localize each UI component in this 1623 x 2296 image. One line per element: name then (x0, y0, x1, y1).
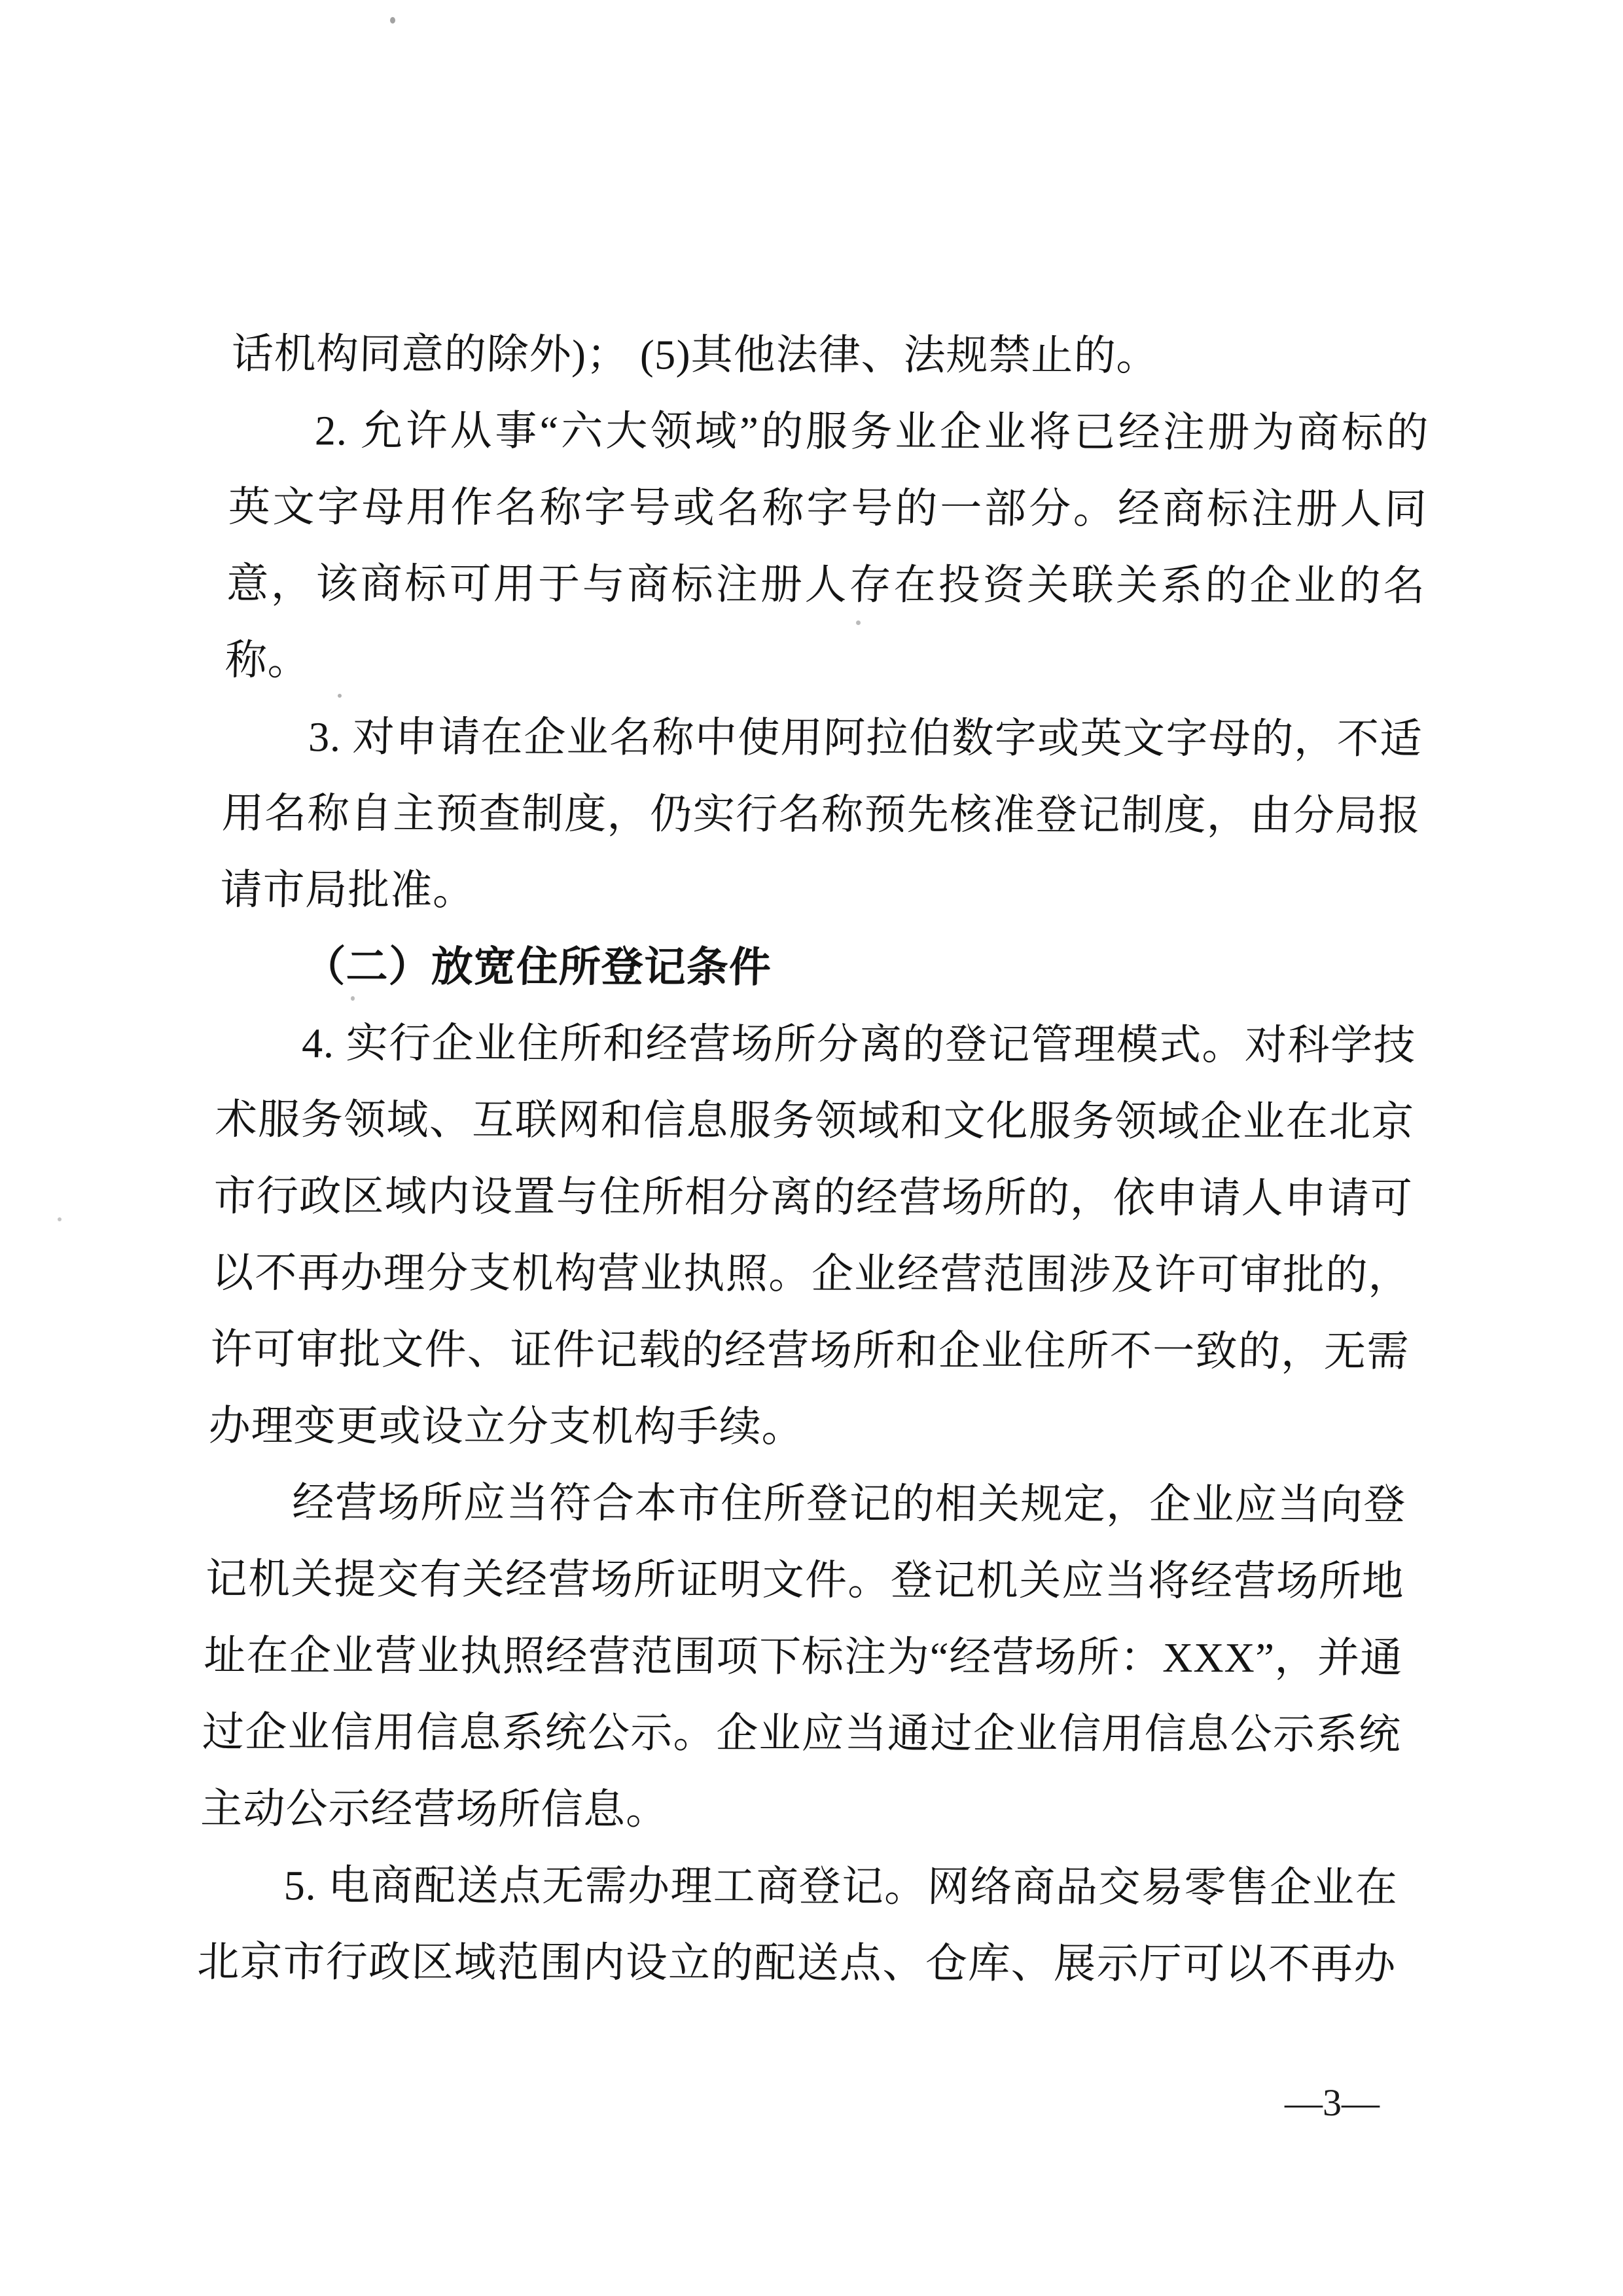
text-line: 市行政区域内设置与住所相分离的经营场所的，依申请人申请可 (213, 1172, 1414, 1222)
scan-speck (351, 996, 355, 1001)
scan-speck (955, 1491, 959, 1494)
scan-speck (58, 1217, 62, 1221)
page-number: —3— (1285, 2081, 1380, 2124)
text-line: 用名称自主预查制度，仍实行名称预先核准登记制度，由分局报 (221, 789, 1421, 839)
text-line: 经营场所应当符合本市住所登记的相关规定，企业应当向登 (291, 1479, 1407, 1528)
text-line: 3. 对申请在企业名称中使用阿拉伯数字或英文字母的，不适 (308, 713, 1423, 762)
text-line: 请市局批准。 (219, 866, 476, 914)
text-line: 记机关提交有关经营场所证明文件。登记机关应当将经营场所地 (205, 1555, 1405, 1605)
scan-speck (856, 620, 861, 625)
text-line: 主动公示经营场所信息。 (200, 1785, 669, 1833)
text-line: 2. 允许从事“六大领域”的服务业企业将已经注册为商标的 (314, 407, 1430, 456)
text-line: 意，该商标可用于与商标注册人存在投资关联关系的企业的名 (226, 560, 1427, 609)
text-line: 以不再办理分支机构营业执照。企业经营范围涉及许可审批的， (211, 1249, 1412, 1299)
text-line: 4. 实行企业住所和经营场所分离的登记管理模式。对科学技 (301, 1020, 1417, 1069)
document-text-block (196, 315, 1431, 2003)
text-line: 过企业信用信息系统公示。企业应当通过企业信用信息公示系统 (202, 1708, 1402, 1758)
text-line: 址在企业营业执照经营范围项下标注为“经营场所：XXX”，并通 (203, 1632, 1404, 1681)
text-line: 许可审批文件、证件记载的经营场所和企业住所不一致的，无需 (209, 1325, 1410, 1375)
text-line: 称。 (224, 636, 311, 684)
text-line: 办理变更或设立分支机构手续。 (208, 1402, 805, 1450)
text-line: 英文字母用作名称字号或名称字号的一部分。经商标注册人同 (228, 483, 1428, 533)
text-line: 话机构同意的除外)； (5)其他法律、法规禁止的。 (230, 330, 1160, 379)
text-line: 北京市行政区域范围内设立的配送点、仓库、展示厅可以不再办 (196, 1938, 1397, 1988)
text-line: （二）放宽住所登记条件 (303, 943, 772, 991)
scan-speck (390, 17, 395, 24)
scan-speck (338, 694, 342, 698)
text-line: 术服务领域、互联网和信息服务领域和文化服务领域企业在北京 (215, 1096, 1415, 1145)
text-line: 5. 电商配送点无需办理工商登记。网络商品交易零售企业在 (283, 1862, 1399, 1911)
